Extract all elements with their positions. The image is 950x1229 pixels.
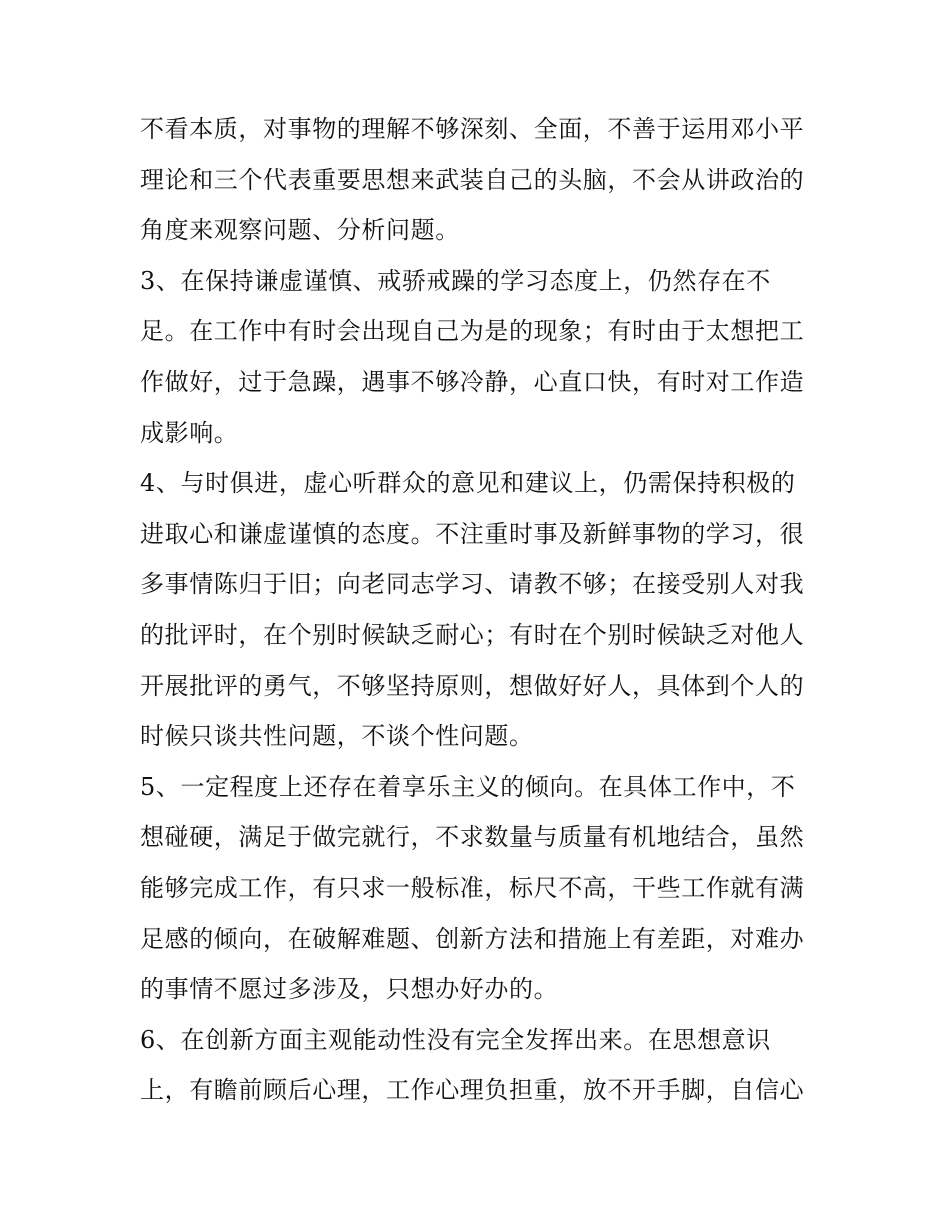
text-line: 成影响。 xyxy=(140,418,239,447)
text-line: 6、在创新方面主观能动性没有完全发挥出来。在思想意识 xyxy=(140,1025,771,1054)
text-line: 进取心和谦虚谨慎的态度。不注重时事及新鲜事物的学习，很 xyxy=(140,519,805,548)
text-line: 足感的倾向，在破解难题、创新方法和措施上有差距，对难办 xyxy=(140,924,805,953)
text-line: 多事情陈归于旧；向老同志学习、请教不够；在接受别人对我 xyxy=(140,570,805,599)
text-line: 4、与时俱进，虚心听群众的意见和建议上，仍需保持积极的 xyxy=(140,469,796,498)
text-line: 的批评时，在个别时候缺乏耐心；有时在个别时候缺乏对他人 xyxy=(140,620,805,649)
text-line: 5、一定程度上还存在着享乐主义的倾向。在具体工作中，不 xyxy=(140,772,796,801)
text-line: 上，有瞻前顾后心理，工作心理负担重，放不开手脚，自信心 xyxy=(140,1076,805,1105)
text-line: 理论和三个代表重要思想来武装自己的头脑，不会从讲政治的 xyxy=(140,165,805,194)
text-line: 想碰硬，满足于做完就行，不求数量与质量有机地结合，虽然 xyxy=(140,823,805,852)
text-line: 的事情不愿过多涉及，只想办好办的。 xyxy=(140,975,559,1004)
body-text xyxy=(140,104,820,1116)
text-line: 作做好，过于急躁，遇事不够冷静，心直口快，有时对工作造 xyxy=(140,367,805,396)
text-line: 足。在工作中有时会出现自己为是的现象；有时由于太想把工 xyxy=(140,317,805,346)
text-line: 角度来观察问题、分析问题。 xyxy=(140,216,460,245)
text-line: 能够完成工作，有只求一般标准，标尺不高，干些工作就有满 xyxy=(140,873,805,902)
text-line: 不看本质，对事物的理解不够深刻、全面，不善于运用邓小平 xyxy=(140,115,805,143)
text-line: 3、在保持谦虚谨慎、戒骄戒躁的学习态度上，仍然存在不 xyxy=(140,266,771,295)
text-line: 时候只谈共性问题，不谈个性问题。 xyxy=(140,722,534,751)
text-line: 开展批评的勇气，不够坚持原则，想做好好人，具体到个人的 xyxy=(140,671,805,700)
